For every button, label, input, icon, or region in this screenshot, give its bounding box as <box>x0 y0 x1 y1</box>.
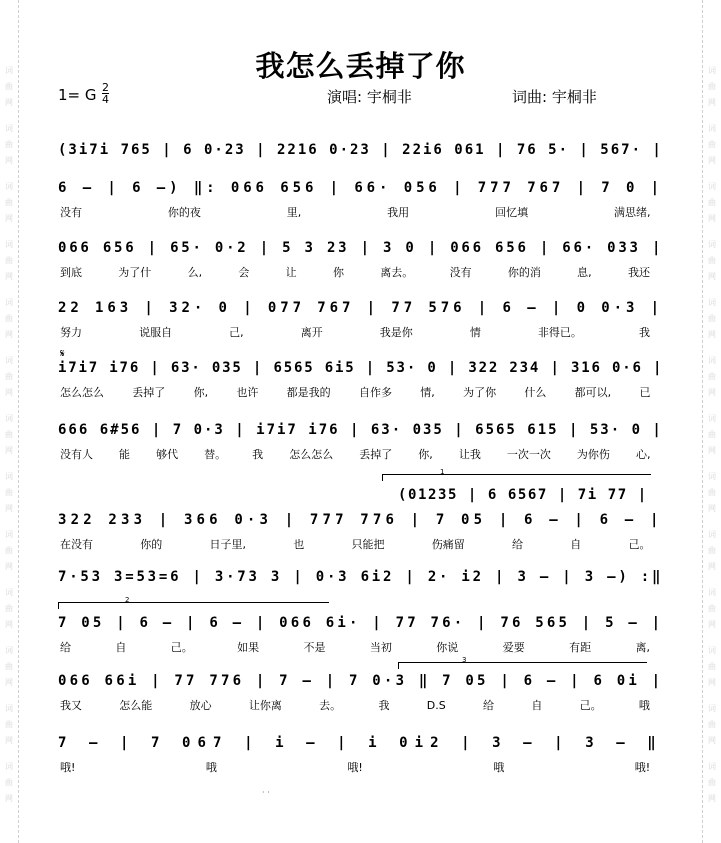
watermark-char: 网 <box>708 272 716 281</box>
ending-3-bracket <box>398 662 647 669</box>
time-numerator: 2 <box>102 81 109 94</box>
lyrics-line: 哦! 哦 哦! 哦 哦! <box>60 761 651 774</box>
watermark-char: 曲 <box>5 430 13 439</box>
watermark-char: 网 <box>5 446 13 455</box>
watermark-char: 网 <box>5 156 13 165</box>
watermark-char: 网 <box>708 388 716 397</box>
watermark-char: 网 <box>5 794 13 803</box>
watermark-char: 曲 <box>5 662 13 671</box>
watermark-char: 曲 <box>708 314 716 323</box>
watermark-char: 词 <box>5 124 13 133</box>
notation-line: 6 – | 6 –) ‖: 066 656 | 66· 056 | 777 767 | 7 0 | <box>58 180 664 196</box>
watermark-char: 网 <box>5 562 13 571</box>
time-signature <box>102 82 109 105</box>
watermark-char: 词 <box>5 182 13 191</box>
watermark-char: 词 <box>5 240 13 249</box>
watermark-char: 词 <box>5 704 13 713</box>
watermark-char: 网 <box>5 504 13 513</box>
watermark-char: 网 <box>5 736 13 745</box>
watermark-char: 网 <box>5 388 13 397</box>
watermark-char: 词 <box>5 646 13 655</box>
watermark-char: 词 <box>5 356 13 365</box>
ending-3-label: 3 <box>462 656 467 664</box>
singer-credit: 演唱: 宇桐非 <box>327 88 412 106</box>
notation-line: 322 233 | 366 0·3 | 777 776 | 7 05 | 6 – | 6 – | <box>58 512 663 528</box>
watermark-char: 词 <box>708 530 716 539</box>
watermark-char: 曲 <box>5 198 13 207</box>
watermark-char: 曲 <box>708 198 716 207</box>
ending-2-bracket <box>58 602 329 609</box>
watermark-char: 曲 <box>5 546 13 555</box>
watermark-char: 曲 <box>5 778 13 787</box>
watermark-char: 词 <box>5 530 13 539</box>
watermark-char: 曲 <box>5 720 13 729</box>
notation-line: 066 656 | 65· 0·2 | 5 3 23 | 3 0 | 066 656 | 66· 033 | <box>58 240 664 256</box>
watermark-char: 曲 <box>708 604 716 613</box>
watermark-char: 词 <box>5 762 13 771</box>
watermark-char: 网 <box>708 214 716 223</box>
ending-1-label: 1 <box>440 468 445 476</box>
watermark-char: 词 <box>708 646 716 655</box>
watermark-char: 曲 <box>5 604 13 613</box>
watermark-char: 网 <box>708 736 716 745</box>
watermark-char: 词 <box>5 66 13 75</box>
watermark-char: 曲 <box>708 778 716 787</box>
watermark-char: 词 <box>708 298 716 307</box>
watermark-char: 曲 <box>5 372 13 381</box>
key-signature: 1= G <box>58 86 97 104</box>
lyrics-line: 没有人 能 够代 替。 我 怎么怎么 丢掉了 你, 让我 一次一次 为你伤 心, <box>60 448 651 461</box>
watermark-char: 网 <box>5 678 13 687</box>
lyrics-line: 没有 你的夜 里, 我用 回忆填 满思绪, <box>60 206 651 219</box>
watermark-char: 词 <box>708 472 716 481</box>
watermark-char: 词 <box>5 588 13 597</box>
segno-mark: 𝄋 <box>60 347 65 360</box>
footer-dots: · · <box>262 788 270 797</box>
watermark-char: 曲 <box>5 82 13 91</box>
watermark-char: 网 <box>708 330 716 339</box>
watermark-char: 网 <box>708 562 716 571</box>
notation-line: 7·53 3=53=6 | 3·73 3 | 0·3 6i2 | 2· i2 | 3 – | 3 –) :‖ <box>58 569 664 585</box>
watermark-char: 词 <box>708 588 716 597</box>
watermark-char: 曲 <box>708 488 716 497</box>
watermark-char: 曲 <box>708 256 716 265</box>
watermark-char: 曲 <box>5 314 13 323</box>
watermark-char: 网 <box>708 156 716 165</box>
song-title: 我怎么丢掉了你 <box>255 49 466 83</box>
lyrics-line: 我又 怎么能 放心 让你离 去。 我 D.S 给 自 己。 哦 <box>60 699 650 712</box>
notation-line: 066 66i | 77 776 | 7 – | 7 0·3 ‖ 7 05 | 6 – | 6 0i | <box>58 673 664 689</box>
watermark-char: 词 <box>708 356 716 365</box>
lyrics-line: 怎么怎么 丢掉了 你, 也许 都是我的 自作多 情, 为了你 什么 都可以, 已 <box>60 386 651 399</box>
watermark-char: 词 <box>708 414 716 423</box>
watermark-char: 网 <box>5 272 13 281</box>
watermark-char: 词 <box>5 414 13 423</box>
watermark-char: 曲 <box>708 82 716 91</box>
watermark-char: 网 <box>708 620 716 629</box>
notation-line: 22 163 | 32· 0 | 077 767 | 77 576 | 6 – | 0 0·3 | <box>58 300 664 316</box>
watermark-char: 曲 <box>708 140 716 149</box>
time-denominator: 4 <box>102 93 109 106</box>
watermark-char: 词 <box>708 762 716 771</box>
notation-line: 7 05 | 6 – | 6 – | 066 6i· | 77 76· | 76 565 | 5 – | <box>58 615 664 631</box>
watermark-char: 网 <box>708 678 716 687</box>
left-watermark-strip <box>0 0 19 843</box>
ending-notes-line: (01235 | 6 6567 | 7i 77 | <box>398 487 648 503</box>
watermark-char: 词 <box>5 298 13 307</box>
lyrics-line: 到底 为了什 么, 会 让 你 离去。 没有 你的消 息, 我还 <box>60 266 650 279</box>
watermark-char: 网 <box>708 98 716 107</box>
lyrics-line: 努力 说服自 己, 离开 我是你 情 非得已。 我 <box>60 326 650 339</box>
watermark-char: 曲 <box>708 720 716 729</box>
watermark-char: 曲 <box>5 140 13 149</box>
watermark-char: 词 <box>5 472 13 481</box>
watermark-char: 曲 <box>708 546 716 555</box>
watermark-char: 词 <box>708 704 716 713</box>
watermark-char: 网 <box>5 214 13 223</box>
watermark-char: 曲 <box>708 372 716 381</box>
watermark-char: 网 <box>708 504 716 513</box>
notation-line: i7i7 i76 | 63· 035 | 6565 6i5 | 53· 0 | 322 234 | 316 0·6 | <box>58 360 664 376</box>
right-watermark-strip <box>702 0 721 843</box>
watermark-char: 词 <box>708 124 716 133</box>
watermark-char: 网 <box>708 794 716 803</box>
watermark-char: 曲 <box>708 430 716 439</box>
watermark-char: 词 <box>708 240 716 249</box>
watermark-char: 网 <box>708 446 716 455</box>
notation-line: (3i7i 765 | 6 0·23 | 2216 0·23 | 22i6 061 | 76 5· | 567· | <box>58 142 663 158</box>
composer-credit: 词曲: 宇桐非 <box>512 88 597 106</box>
watermark-char: 曲 <box>5 256 13 265</box>
watermark-char: 词 <box>708 182 716 191</box>
watermark-char: 网 <box>5 98 13 107</box>
lyrics-line: 给 自 己。 如果 不是 当初 你说 爱要 有距 离, <box>60 641 650 654</box>
notation-line: 666 6#56 | 7 0·3 | i7i7 i76 | 63· 035 | 6565 615 | 53· 0 | <box>58 422 663 438</box>
lyrics-line: 在没有 你的 日子里, 也 只能把 伤痛留 给 自 己。 <box>60 538 651 551</box>
watermark-char: 网 <box>5 330 13 339</box>
watermark-char: 网 <box>5 620 13 629</box>
notation-line: 7 – | 7 067 | i – | i 0i2 | 3 – | 3 – ‖ <box>58 735 663 751</box>
ending-2-label: 2 <box>125 596 130 604</box>
ending-1-bracket <box>382 474 651 481</box>
watermark-char: 词 <box>708 66 716 75</box>
watermark-char: 曲 <box>5 488 13 497</box>
watermark-char: 曲 <box>708 662 716 671</box>
